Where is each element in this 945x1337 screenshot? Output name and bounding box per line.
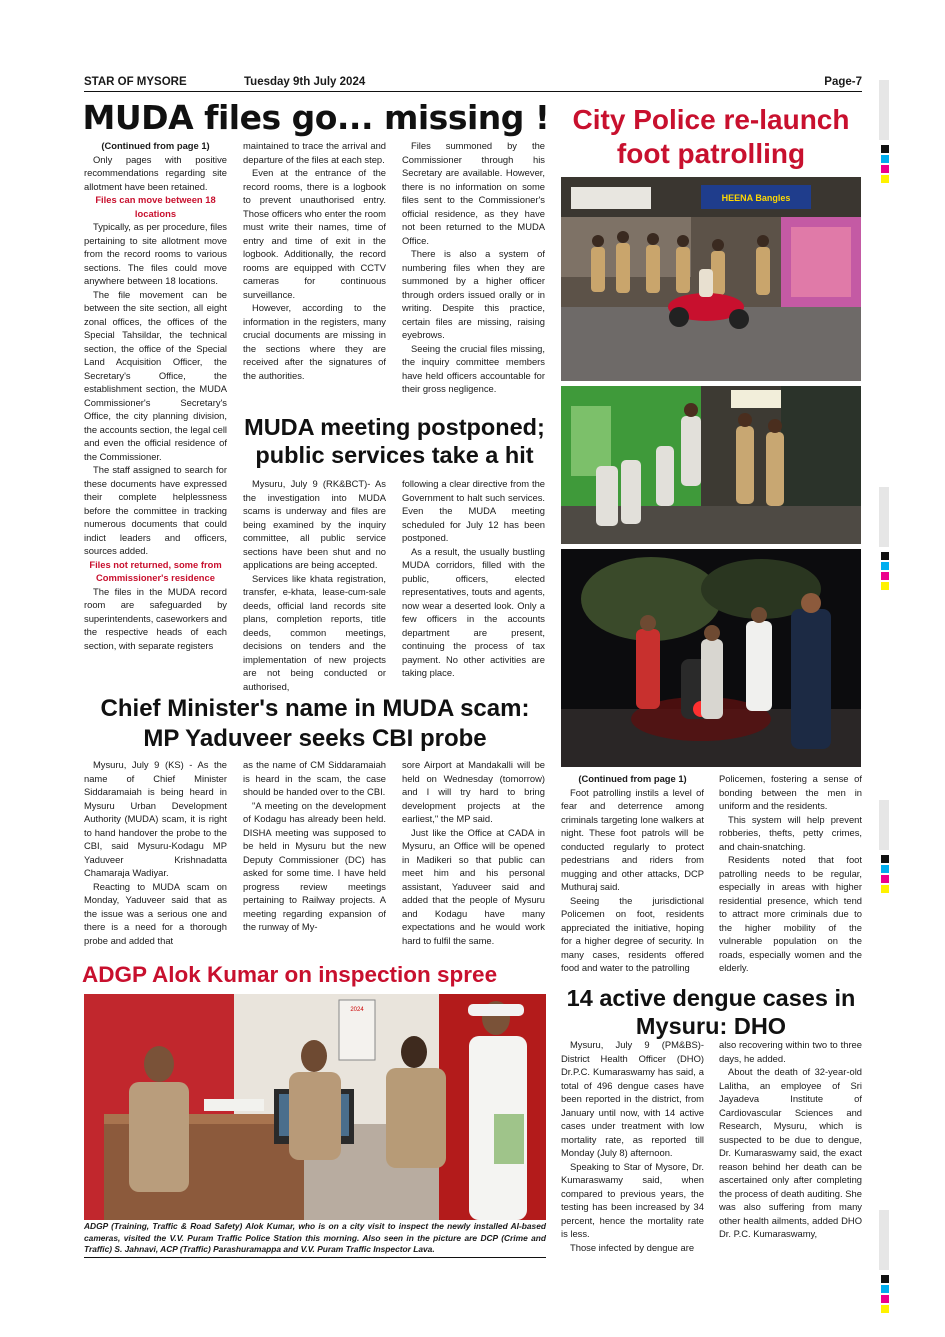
registration-square-cyan — [881, 562, 889, 570]
registration-bar-1 — [879, 80, 889, 140]
paragraph: Typically, as per procedure, files pertaining to site allotment move from the record rooms to various sections. The files could move anywhere between 18 locations. — [84, 221, 227, 286]
registration-square-magenta — [881, 875, 889, 883]
paragraph: "A meeting on the development of Kodagu has already been held. DISHA meeting was supposed to be held in Mysuru but the new Deputy Commissioner (DC) has asked for some time. I have held progress review meetings pertaining to Railway projects. A meeting regarding expansion of the runway of My- — [243, 799, 386, 932]
paragraph: Seeing the crucial files missing, the inquiry committee members have held officers accountable for their gross negligence. — [402, 342, 545, 394]
registration-bar-3 — [879, 800, 889, 850]
paragraph: The files in the MUDA record room are safeguarded by superintendents, caseworkers and the respective heads of each section, with separate registers — [84, 585, 227, 651]
headline-foot-patrolling: City Police re-launch foot patrolling — [572, 104, 850, 169]
paragraph: As a result, the usually bustling MUDA corridors, filled with the public, officers, elected representatives, touts and agents, now wear a deserted look. Only a few officers in the accounts department are present, continuing the process of tax payment. No other activities are taking place. — [402, 545, 545, 678]
page-number: Page-7 — [824, 76, 862, 88]
paper-name: STAR OF MYSORE — [84, 76, 187, 88]
foot-patrol-photo-3 — [561, 549, 861, 767]
dengue-col-2 — [719, 1038, 862, 1268]
registration-square-magenta — [881, 165, 889, 173]
registration-square-cyan — [881, 865, 889, 873]
foot-patrol-col-2 — [719, 772, 862, 982]
registration-square-yellow — [881, 1305, 889, 1313]
registration-square-yellow — [881, 175, 889, 183]
muda-meeting-col-2 — [402, 477, 545, 687]
muda-files-col-2 — [243, 139, 386, 409]
paragraph: maintained to trace the arrival and departure of the files at each step. — [243, 140, 386, 165]
continued-note: (Continued from page 1) — [101, 140, 210, 151]
continued-note: (Continued from page 1) — [578, 773, 687, 784]
subheading: Files can move between 18 locations — [95, 194, 216, 219]
registration-square-black — [881, 552, 889, 560]
paragraph: Foot patrolling instils a level of fear and deterrence among criminals targeting lone walkers at night. These foot patrols will be conducted regularly to protect pedestrians and riders from mugging and other attacks, DCP Muthuraj said. — [561, 786, 704, 892]
registration-square-yellow — [881, 885, 889, 893]
foot-patrol-photo-2 — [561, 386, 861, 544]
paragraph: following a clear directive from the Government to halt such services. Even the MUDA meeting scheduled for July 12 has been postponed. — [402, 478, 545, 543]
cm-name-col-2 — [243, 758, 386, 958]
registration-square-yellow — [881, 582, 889, 590]
registration-square-black — [881, 145, 889, 153]
muda-meeting-col-1 — [243, 477, 386, 692]
issue-date: Tuesday 9th July 2024 — [244, 76, 366, 88]
adgp-photo-caption: ADGP (Training, Traffic & Road Safety) Alok Kumar, who is on a city visit to inspect the newly installed AI-based cameras, visited the V.V. Puram Traffic Police Station this morning. Also seen in the picture are DCP (Crime and Traffic) S. Jahnavi, ACP (Traffic) Parashuramappa and V.V. Puram Traffic Inspector Lava. — [84, 1221, 546, 1255]
registration-bar-4 — [879, 1210, 889, 1270]
paragraph: There is also a system of numbering files when they are summoned by a higher officer through orders issued orally or in writing. Despite this practice, certain files are missing, raising eyebrows. — [402, 248, 545, 340]
paragraph: The staff assigned to search for these documents have expressed their complete helplessness before the committee in tracking numerous documents that could indict leaders and officers, sources added. — [84, 464, 227, 556]
registration-square-black — [881, 1275, 889, 1283]
paragraph: Policemen, fostering a sense of bonding between the men in uniform and the residents. — [719, 773, 862, 811]
muda-files-col-1 — [84, 139, 227, 687]
registration-bar-2 — [879, 487, 889, 547]
paragraph: Speaking to Star of Mysore, Dr. Kumaraswamy said, when compared to previous years, the testing has been increased by 34 percent, hence the mortality rate is less. — [561, 1160, 704, 1239]
registration-square-cyan — [881, 1285, 889, 1293]
paragraph: Mysuru, July 9 (PM&BS)- District Health Officer (DHO) Dr.P.C. Kumaraswamy has said, a total of 496 dengue cases have been reported in the district, from January until now, with 14 active cases under treatment with low mortality rate, as reported till Monday (July 8) afternoon. — [561, 1039, 704, 1158]
paragraph: Just like the Office at CADA in Mysuru, an Office will be opened in Madikeri so that public can meet him and his personal assistant, Yaduveer said and added that the people of Mysuru and Kodagu have many expectations and he would work hard to fulfil the same. — [402, 826, 545, 946]
registration-square-cyan — [881, 155, 889, 163]
headline-muda-meeting: MUDA meeting postponed; public services take a hit — [244, 414, 545, 468]
headline-adgp: ADGP Alok Kumar on inspection spree — [82, 962, 498, 987]
paragraph: The file movement can be between the site section, all eight zonal offices, the offices of the Special Tahsildar, the technical section, the office of the Special Land Acquisition Officer, the Secretary's Office, the establishment section, the MUDA Commissioner's Secretary's Office, the city planning division, the accounts section, the legal cell and even the official residence of the Commissioner. — [84, 288, 227, 462]
paragraph: Seeing the jurisdictional Policemen on foot, residents appreciated the initiative, hoping for a higher degree of security. In many cases, residents offered food and water to the patrolling — [561, 894, 704, 973]
paragraph: However, according to the information in the registers, many crucial documents are missing in the sections where they are received after the signatures of the authorities. — [243, 302, 386, 381]
paragraph: Reacting to MUDA scam on Monday, Yaduveer said that as the issue was a serious one and there is a need for a thorough probe and added that — [84, 880, 227, 946]
muda-files-col-3 — [402, 139, 545, 409]
cm-name-col-3 — [402, 758, 545, 958]
headline-cm-name: Chief Minister's name in MUDA scam: MP Yaduveer seeks CBI probe — [100, 695, 530, 752]
registration-square-magenta — [881, 1295, 889, 1303]
caption-rule — [84, 1257, 546, 1258]
paragraph: Residents noted that foot patrolling needs to be regular, especially in areas with higher residential presence, which tend to attract more criminals due to the higher mobility of the vulnerable population on the roads, especially women and the elderly. — [719, 854, 862, 973]
paragraph: also recovering within two to three days, he added. — [719, 1039, 862, 1064]
adgp-inspection-photo — [84, 994, 546, 1220]
paragraph: as the name of CM Siddaramaiah is heard in the scam, the case should be handed over to the CBI. — [243, 759, 386, 797]
registration-square-magenta — [881, 572, 889, 580]
paragraph: Only pages with positive recommendations regarding site allotment have been retained. — [84, 153, 227, 192]
paragraph: Services like khata registration, transfer, e-khata, lease-cum-sale deeds, official land records site plans, completion reports, title deeds, common meetings, decisions on tenders and the implementation of new projects are not being conducted or authorised, — [243, 572, 386, 692]
paragraph: Mysuru, July 9 (RK&BCT)- As the investigation into MUDA scams is underway and files are being examined by the inquiry committee, all public service sections have been shut and no applications are being accepted. — [243, 478, 386, 570]
page-header — [84, 76, 862, 92]
headline-dengue: 14 active dengue cases in Mysuru: DHO — [566, 985, 856, 1039]
paragraph: Even at the entrance of the record rooms, there is a logbook to prevent unauthorised entry. Those officers who enter the room must write their names, time of entry and time of exit in the logbook. Additionally, the record rooms are equipped with CCTV cameras for continuous surveillance. — [243, 167, 386, 300]
registration-square-black — [881, 855, 889, 863]
paragraph: Mysuru, July 9 (KS) - As the name of Chief Minister Siddaramaiah is being heard in Mysuru Urban Development Authority (MUDA) scam, it is right to hand handover the probe to the CBI, said Mysuru-Kodagu MP Yaduveer Krishnadatta Chamaraja Wadiyar. — [84, 759, 227, 878]
paragraph: Those infected by dengue are — [570, 1241, 695, 1253]
cm-name-col-1 — [84, 758, 227, 958]
wall-calendar-label: 2024 — [350, 1007, 364, 1013]
paragraph: About the death of 32-year-old Lalitha, an employee of Sri Jayadeva Institute of Cardiovascular Sciences and Research, Mysuru, which is suspected to be due to dengue, Dr. Kumaraswamy said, the exact reason behind her death can be ascertained only after completing the process of death auditing. She was also suffering from many other health ailments, added DHO Dr. P.C. Kumaraswamy, — [719, 1066, 862, 1239]
dengue-col-1 — [561, 1038, 704, 1268]
foot-patrol-col-1 — [561, 772, 704, 982]
paragraph: This system will help prevent robberies, thefts, petty crimes, and chain-snatching. — [719, 813, 862, 852]
shop-sign: HEENA Bangles — [721, 193, 791, 203]
paragraph: Files summoned by the Commissioner through his Secretary are available. However, there is no information on some files sent to the Commissioner's official residence, as they have not been returned to the MUDA Office. — [402, 140, 545, 246]
foot-patrol-photo-1 — [561, 177, 861, 381]
headline-muda-files: MUDA files go... missing ! — [82, 98, 550, 137]
subheading: Files not returned, some from Commissioner's residence — [89, 558, 222, 583]
paragraph: sore Airport at Mandakalli will be held on Wednesday (tomorrow) and I will try hard to bring development projects at the earliest," the MP said. — [402, 759, 545, 824]
